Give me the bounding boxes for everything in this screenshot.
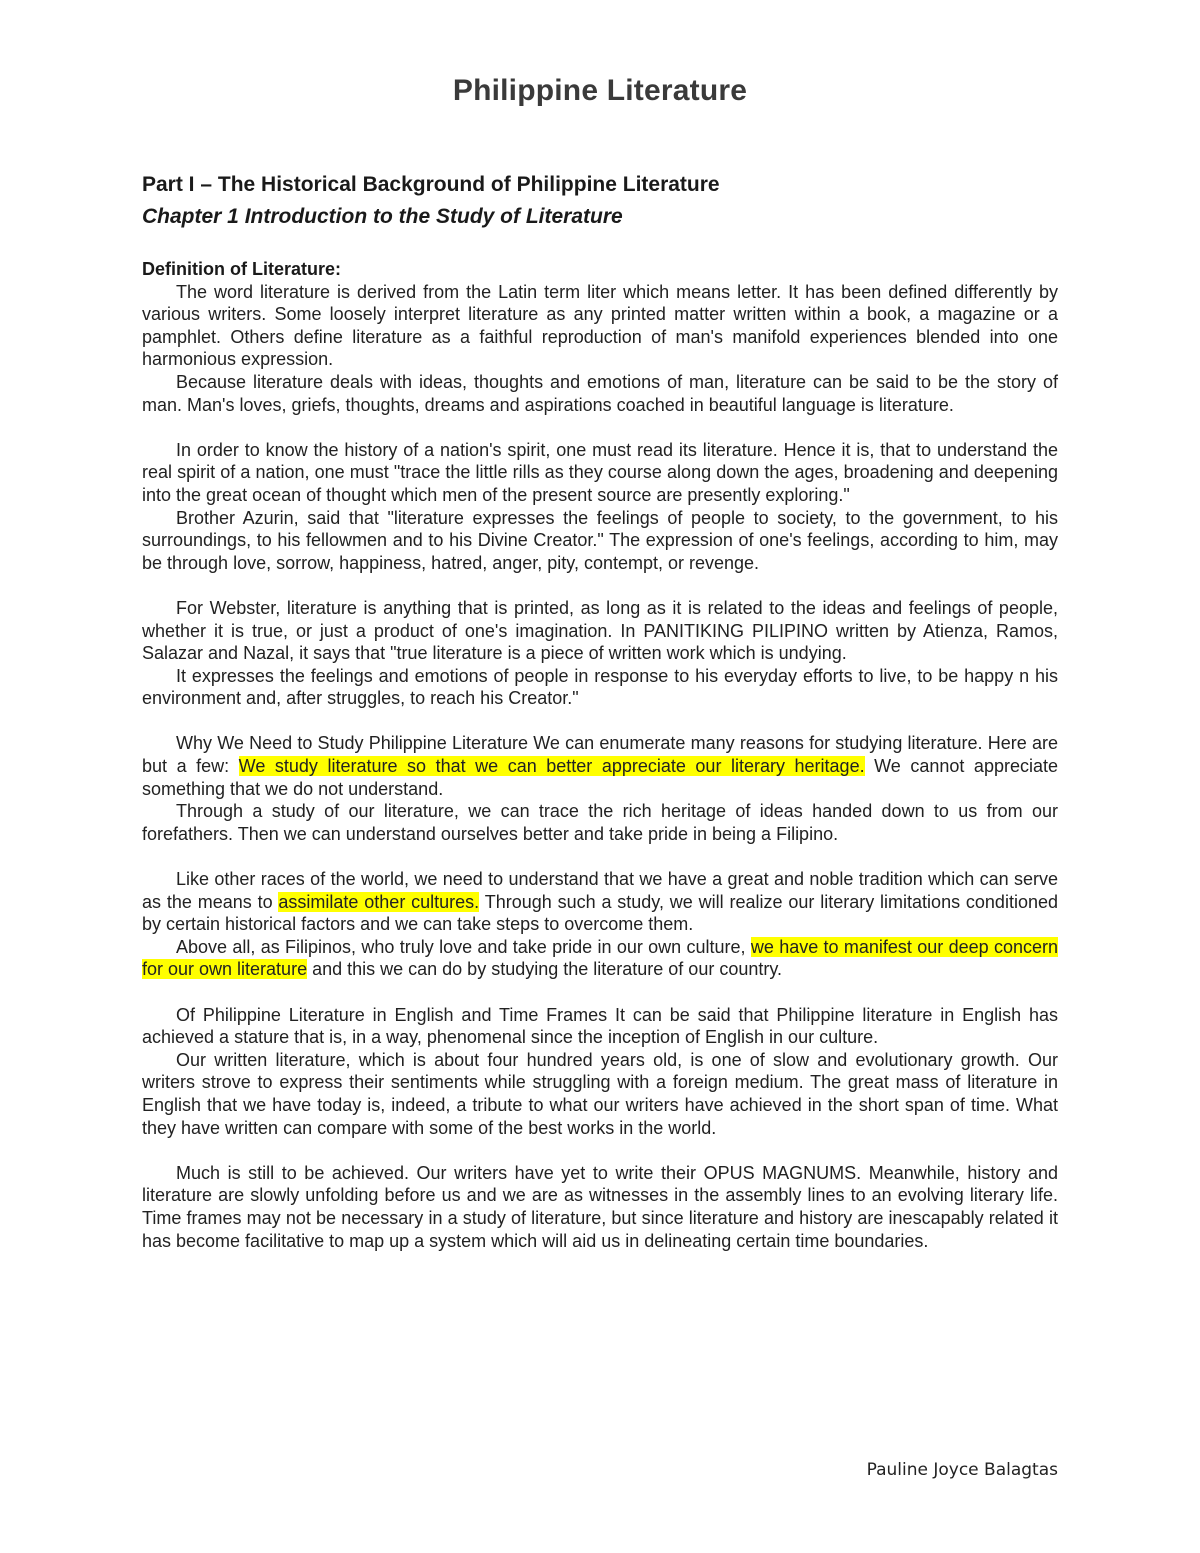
paragraph-9	[142, 868, 1058, 936]
page-title: Philippine Literature	[452, 74, 748, 107]
paragraph-13: Much is still to be achieved. Our writers have yet to write their OPUS MAGNUMS. Meanwhile, history and literature are slowly unfolding before us and we are as witnesses in the assembly lines to an evolving literary life. Time frames may not be necessary in a study of literature, but since literature and history are inescapably related it has become facilitative to map up a system which will aid us in delineating certain time boundaries.	[142, 1162, 1058, 1251]
paragraph-10	[142, 936, 1058, 981]
paragraph-gap	[142, 574, 1058, 597]
paragraph-12: Our written literature, which is about four hundred years old, is one of slow and evolutionary growth. Our writers strove to express their sentiments while struggling with a foreign medium. The great mass of literature in English that we have today is, indeed, a tribute to what our writers have achieved in the short span of time. What they have written can compare with some of the best works in the world.	[142, 1049, 1058, 1138]
paragraph-gap	[142, 845, 1058, 868]
paragraph-1: The word literature is derived from the Latin term liter which means letter. It has been defined differently by various writers. Some loosely interpret literature as any printed matter written within a book, a magazine or a pamphlet. Others define literature as a faithful reproduction of man's manifold experiences blended into one harmonious expression.	[142, 281, 1058, 370]
document-body	[142, 258, 1058, 1252]
highlighted-text: We study literature so that we can better appreciate our literary heritage.	[238, 756, 865, 777]
highlighted-text: we have to manifest our deep concern for our own literature	[142, 936, 1058, 980]
paragraph-10-text-end: and this we can do by studying the literature of our country.	[307, 959, 783, 980]
paragraph-gap	[142, 416, 1058, 439]
paragraph-gap	[142, 710, 1058, 733]
paragraph-9-text-end: Through such a study, we will realize our literary limitations conditioned by certain historical factors and we can take steps to overcome them.	[142, 891, 1058, 935]
paragraph-2: Because literature deals with ideas, thoughts and emotions of man, literature can be said to be the story of man. Man's loves, griefs, thoughts, dreams and aspirations coached in beautiful language is literature.	[142, 371, 1058, 415]
paragraph-4: Brother Azurin, said that "literature expresses the feelings of people to society, to the government, to his surroundings, to his fellowmen and to his Divine Creator." The expression of one's feelings, according to him, may be through love, sorrow, happiness, hatred, anger, pity, contempt, or revenge.	[142, 507, 1058, 573]
paragraph-5: For Webster, literature is anything that is printed, as long as it is related to the ideas and feelings of people, whether it is true, or just a product of one's imagination. In PANITIKING PILIPINO written by Atienza, Ramos, Salazar and Nazal, it says that "true literature is a piece of written work which is undying.	[142, 597, 1058, 664]
paragraph-gap	[142, 1139, 1058, 1162]
paragraph-gap	[142, 981, 1058, 1004]
section-label: Definition of Literature:	[142, 259, 341, 279]
part-heading: Part I – The Historical Background of Philippine Literature	[142, 173, 720, 196]
paragraph-10-text: Above all, as Filipinos, who truly love and take pride in our own culture,	[176, 936, 751, 957]
paragraph-6: It expresses the feelings and emotions of people in response to his everyday efforts to live, to be happy n his environment and, after struggles, to reach his Creator."	[142, 665, 1058, 709]
chapter-heading: Chapter 1 Introduction to the Study of Literature	[142, 205, 623, 228]
paragraph-7	[142, 732, 1058, 800]
highlighted-text: assimilate other cultures.	[278, 891, 480, 912]
paragraph-7-text: Why We Need to Study Philippine Literature We can enumerate many reasons for studying literature. Here are but a few:	[142, 733, 1058, 777]
paragraph-8: Through a study of our literature, we can trace the rich heritage of ideas handed down to us from our forefathers. Then we can understand ourselves better and take pride in being a Filipino.	[142, 801, 1058, 844]
paragraph-9-text: Like other races of the world, we need to understand that we have a great and noble tradition which can serve as the means to	[142, 869, 1058, 912]
paragraph-11: Of Philippine Literature in English and Time Frames It can be said that Philippine literature in English has achieved a stature that is, in a way, phenomenal since the inception of English in our culture.	[142, 1004, 1058, 1048]
author-footer: Pauline Joyce Balagtas	[866, 1460, 1058, 1480]
paragraph-7-text-end: We cannot appreciate something that we do not understand.	[142, 756, 1058, 799]
paragraph-3: In order to know the history of a nation's spirit, one must read its literature. Hence it is, that to understand the real spirit of a nation, one must "trace the little rills as they course along down the ages, broadening and deepening into the great ocean of thought which men of the present source are presently exploring."	[142, 439, 1058, 505]
